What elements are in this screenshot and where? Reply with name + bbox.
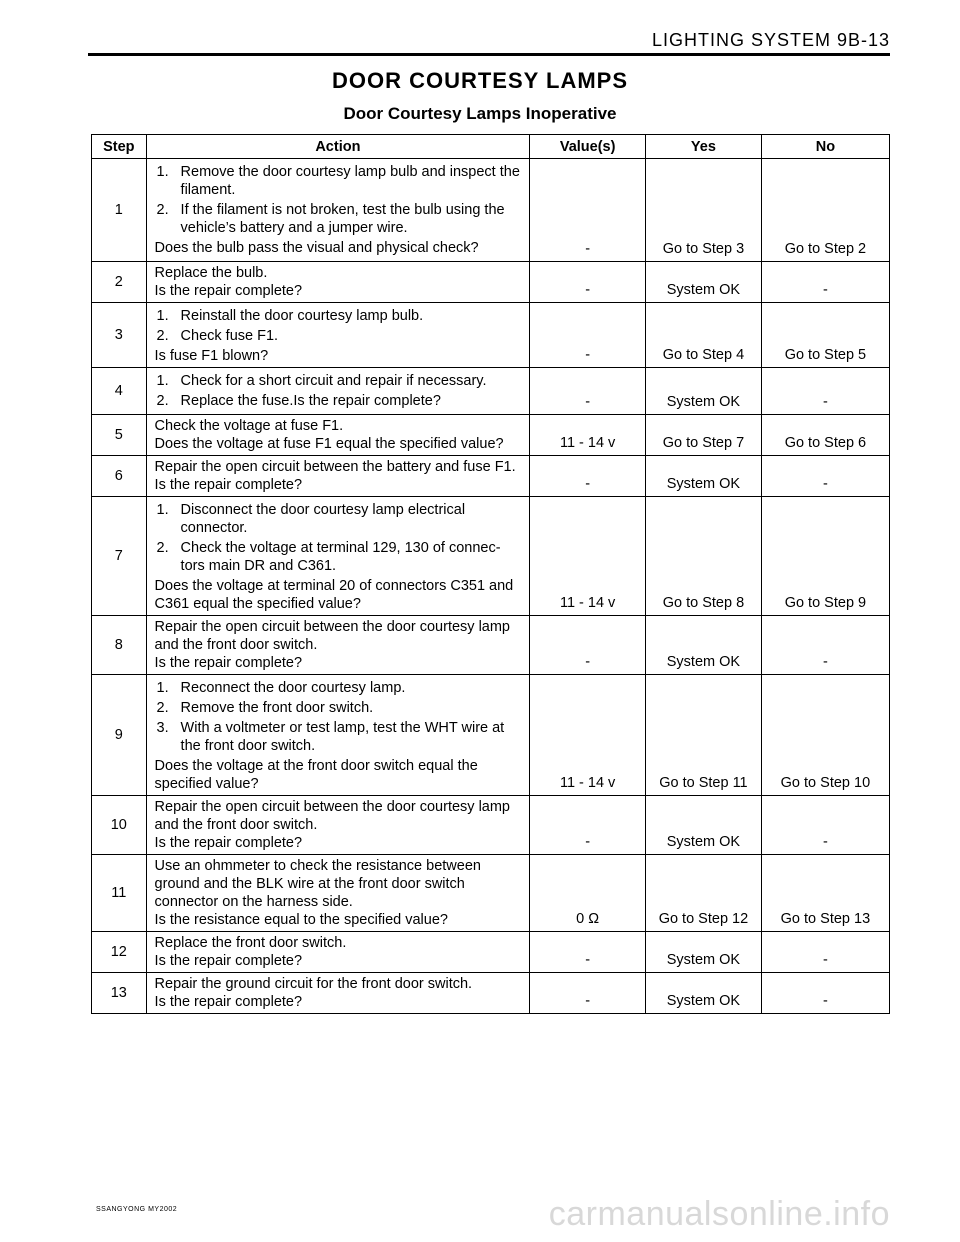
action-cell	[146, 415, 530, 456]
value-cell: -	[530, 973, 646, 1014]
table-row	[92, 616, 890, 675]
action-line: Does the voltage at the front door switch equal the specified value?	[154, 758, 478, 792]
numbered-item	[155, 307, 522, 325]
page-header: LIGHTING SYSTEM 9B-13	[651, 30, 890, 50]
item-number: 2.	[156, 700, 169, 716]
no-cell: -	[761, 262, 889, 303]
col-header-step: Step	[92, 135, 147, 159]
no-cell: Go to Step 2	[761, 159, 889, 262]
numbered-item	[155, 679, 522, 697]
action-line: Replace the bulb.	[154, 265, 268, 281]
action-cell	[146, 796, 530, 855]
table-row	[92, 303, 890, 368]
action-line: Is fuse F1 blown?	[154, 348, 269, 364]
table-row	[92, 497, 890, 616]
table-row	[92, 159, 890, 262]
col-header-yes: Yes	[646, 135, 762, 159]
action-cell	[146, 675, 530, 796]
action-line: Is the repair complete?	[154, 994, 303, 1010]
yes-cell: Go to Step 12	[646, 855, 762, 932]
action-line: Replace the front door switch.	[154, 935, 347, 951]
no-cell: -	[761, 616, 889, 675]
action-line: Use an ohmmeter to check the resistance between ground and the BLK wire at the front door switch connector on the harness side.	[154, 858, 481, 910]
step-number: 9	[92, 675, 147, 796]
value-cell: 11 - 14 v	[530, 415, 646, 456]
action-line: Check the voltage at fuse F1.	[154, 418, 344, 434]
action-cell	[146, 159, 530, 262]
step-number: 6	[92, 456, 147, 497]
action-line: Is the repair complete?	[154, 655, 303, 671]
table-row	[92, 415, 890, 456]
action-cell	[146, 303, 530, 368]
table-row	[92, 932, 890, 973]
table-body	[92, 159, 890, 1014]
action-line: Does the voltage at terminal 20 of connectors C351 and C361 equal the specified value?	[154, 578, 514, 612]
table-row	[92, 262, 890, 303]
yes-cell: System OK	[646, 796, 762, 855]
yes-cell: System OK	[646, 368, 762, 415]
action-line: Does the bulb pass the visual and physical check?	[154, 240, 479, 256]
yes-cell: System OK	[646, 932, 762, 973]
table-header-row	[92, 135, 890, 159]
value-cell: -	[530, 303, 646, 368]
page-subtitle: Door Courtesy Lamps Inoperative	[343, 104, 617, 123]
item-number: 1.	[156, 373, 169, 389]
yes-cell: Go to Step 7	[646, 415, 762, 456]
numbered-item	[155, 699, 522, 717]
item-number: 2.	[156, 328, 169, 344]
action-line: Is the repair complete?	[154, 283, 303, 299]
page-title: DOOR COURTESY LAMPS	[331, 68, 629, 93]
numbered-item	[155, 392, 522, 410]
table-row	[92, 796, 890, 855]
yes-cell: System OK	[646, 262, 762, 303]
yes-cell: Go to Step 4	[646, 303, 762, 368]
item-text: Remove the front door switch.	[180, 700, 374, 716]
step-number: 7	[92, 497, 147, 616]
item-number: 2.	[156, 540, 169, 556]
action-cell	[146, 616, 530, 675]
action-cell	[146, 262, 530, 303]
step-number: 10	[92, 796, 147, 855]
item-number: 2.	[156, 202, 169, 218]
action-cell	[146, 497, 530, 616]
table-row	[92, 855, 890, 932]
table-row	[92, 456, 890, 497]
action-cell	[146, 456, 530, 497]
value-cell: -	[530, 368, 646, 415]
item-text: Check fuse F1.	[180, 328, 279, 344]
step-number: 3	[92, 303, 147, 368]
action-line: Repair the open circuit between the door courtesy lamp and the front door switch.	[154, 799, 510, 833]
item-number: 3.	[156, 720, 169, 736]
item-text: Reconnect the door courtesy lamp.	[180, 680, 406, 696]
table-row	[92, 368, 890, 415]
numbered-item	[155, 719, 522, 755]
yes-cell: Go to Step 8	[646, 497, 762, 616]
value-cell: -	[530, 456, 646, 497]
yes-cell: Go to Step 11	[646, 675, 762, 796]
item-text: Disconnect the door courtesy lamp electrical connector.	[180, 502, 466, 536]
value-cell: -	[530, 796, 646, 855]
numbered-item	[155, 201, 522, 237]
step-number: 4	[92, 368, 147, 415]
yes-cell: System OK	[646, 973, 762, 1014]
no-cell: Go to Step 13	[761, 855, 889, 932]
value-cell: -	[530, 932, 646, 973]
action-line: Repair the open circuit between the door courtesy lamp and the front door switch.	[154, 619, 510, 653]
no-cell: -	[761, 932, 889, 973]
step-number: 2	[92, 262, 147, 303]
item-number: 2.	[156, 393, 169, 409]
item-number: 1.	[156, 308, 169, 324]
action-line: Is the repair complete?	[154, 477, 303, 493]
no-cell: -	[761, 456, 889, 497]
yes-cell: Go to Step 3	[646, 159, 762, 262]
item-number: 1.	[156, 164, 169, 180]
footer-brand: SSANGYONG MY2002	[96, 1206, 178, 1213]
item-text: Check for a short circuit and repair if necessary.	[180, 373, 487, 389]
col-header-no: No	[761, 135, 889, 159]
col-header-values: Value(s)	[530, 135, 646, 159]
value-cell: -	[530, 159, 646, 262]
yes-cell: System OK	[646, 616, 762, 675]
watermark: carmanualsonline.info	[548, 1195, 890, 1233]
value-cell: 11 - 14 v	[530, 497, 646, 616]
item-number: 1.	[156, 680, 169, 696]
numbered-item	[155, 163, 522, 199]
step-number: 5	[92, 415, 147, 456]
item-text: Replace the fuse.Is the repair complete?	[180, 393, 441, 409]
action-line: Is the repair complete?	[154, 953, 303, 969]
step-number: 12	[92, 932, 147, 973]
col-header-action: Action	[146, 135, 530, 159]
action-line: Repair the open circuit between the battery and fuse F1.	[154, 459, 516, 475]
action-cell	[146, 932, 530, 973]
table-row	[92, 973, 890, 1014]
item-text: Reinstall the door courtesy lamp bulb.	[180, 308, 424, 324]
value-cell: -	[530, 262, 646, 303]
action-cell	[146, 855, 530, 932]
item-text: If the filament is not broken, test the bulb using the vehicle’s battery and a jumper wire.	[180, 202, 505, 236]
value-cell: -	[530, 616, 646, 675]
step-number: 8	[92, 616, 147, 675]
table-row	[92, 675, 890, 796]
action-line: Repair the ground circuit for the front door switch.	[154, 976, 473, 992]
action-cell	[146, 973, 530, 1014]
no-cell: Go to Step 6	[761, 415, 889, 456]
no-cell: -	[761, 368, 889, 415]
header-rule	[88, 53, 890, 56]
numbered-item	[155, 372, 522, 390]
yes-cell: System OK	[646, 456, 762, 497]
action-cell	[146, 368, 530, 415]
action-line: Is the repair complete?	[154, 835, 303, 851]
no-cell: Go to Step 10	[761, 675, 889, 796]
numbered-item	[155, 501, 522, 537]
no-cell: Go to Step 5	[761, 303, 889, 368]
numbered-item	[155, 539, 522, 575]
action-line: Is the resistance equal to the specified value?	[154, 912, 448, 928]
diagnosis-table	[91, 134, 890, 1014]
no-cell: -	[761, 973, 889, 1014]
action-line: Does the voltage at fuse F1 equal the specified value?	[154, 436, 504, 452]
item-text: Check the voltage at terminal 129, 130 of connec-tors main DR and C361.	[180, 540, 501, 574]
item-text: Remove the door courtesy lamp bulb and inspect the filament.	[180, 164, 520, 198]
no-cell: -	[761, 796, 889, 855]
item-text: With a voltmeter or test lamp, test the WHT wire at the front door switch.	[180, 720, 505, 754]
value-cell: 11 - 14 v	[530, 675, 646, 796]
step-number: 13	[92, 973, 147, 1014]
step-number: 11	[92, 855, 147, 932]
step-number: 1	[92, 159, 147, 262]
item-number: 1.	[156, 502, 169, 518]
no-cell: Go to Step 9	[761, 497, 889, 616]
value-cell: 0 Ω	[530, 855, 646, 932]
numbered-item	[155, 327, 522, 345]
